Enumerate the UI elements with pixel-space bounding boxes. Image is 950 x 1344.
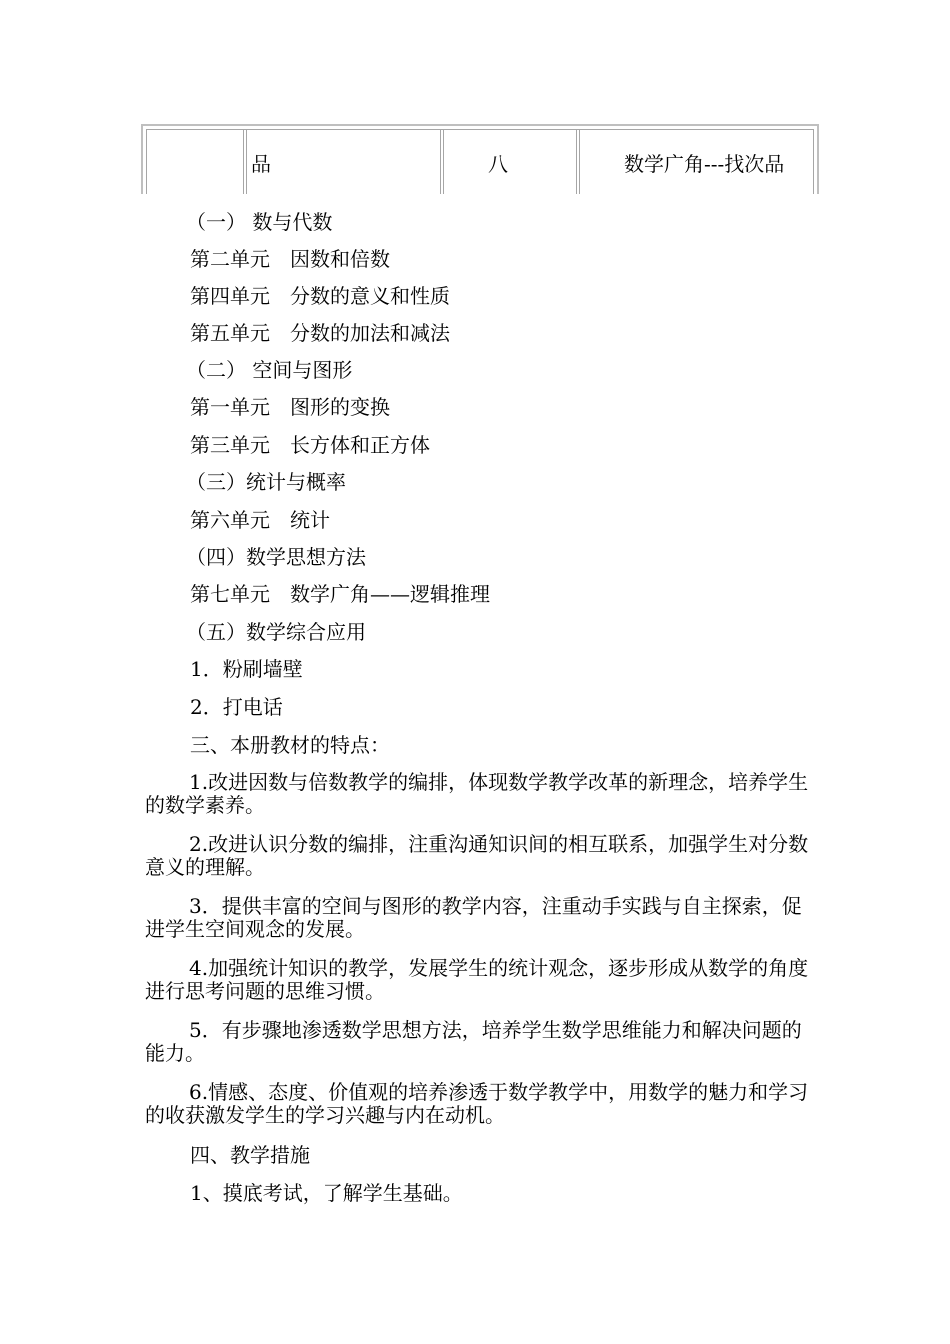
outline-heading: （三）统计与概率	[186, 470, 346, 494]
table-cell	[246, 130, 441, 194]
section-heading: 三、本册教材的特点：	[190, 733, 390, 757]
table-cell	[443, 130, 577, 194]
outline-heading: （五）数学综合应用	[186, 620, 366, 644]
feature-paragraph: 6.情感、态度、价值观的培养渗透于数学教学中，用数学的魅力和学习的收获激发学生的学习兴趣与内在动机。	[145, 1080, 809, 1127]
feature-paragraph: 1.改进因数与倍数教学的编排，体现数学教学改革的新理念，培养学生的数学素养。	[145, 770, 809, 817]
outline-item: 1．粉刷墙壁	[190, 657, 303, 681]
outline-item: 第五单元 分数的加法和减法	[190, 321, 450, 345]
feature-paragraph: 4.加强统计知识的教学，发展学生的统计观念，逐步形成从数学的角度进行思考问题的思维习惯。	[145, 956, 809, 1003]
unit-table-row	[146, 129, 814, 194]
outline-heading: （四）数学思想方法	[186, 545, 366, 569]
outline-item: 第七单元 数学广角——逻辑推理	[190, 582, 490, 606]
feature-paragraph: 2.改进认识分数的编排，注重沟通知识间的相互联系，加强学生对分数意义的理解。	[145, 832, 809, 879]
outline-item: 2．打电话	[190, 695, 283, 719]
outline-item: 第六单元 统计	[190, 508, 330, 532]
measure-item: 1、摸底考试，了解学生基础。	[190, 1181, 463, 1205]
outline-item: 第三单元 长方体和正方体	[190, 433, 430, 457]
feature-paragraph: 3．提供丰富的空间与图形的教学内容，注重动手实践与自主探索，促进学生空间观念的发展。	[145, 894, 802, 941]
outline-heading: （二） 空间与图形	[186, 358, 353, 382]
table-cell	[147, 130, 244, 194]
outline-item: 第二单元 因数和倍数	[190, 247, 390, 271]
section-heading: 四、教学措施	[190, 1143, 310, 1167]
outline-item: 第四单元 分数的意义和性质	[190, 284, 450, 308]
table-cell-text: 数学广角---找次品	[624, 152, 785, 176]
table-cell-text: 品	[251, 152, 271, 176]
outline-heading: （一） 数与代数	[186, 210, 333, 234]
table-cell-text: 八	[488, 152, 508, 176]
table-cell	[579, 130, 813, 194]
outline-item: 第一单元 图形的变换	[190, 395, 390, 419]
unit-table	[141, 124, 819, 194]
feature-paragraph: 5．有步骤地渗透数学思想方法，培养学生数学思维能力和解决问题的能力。	[145, 1018, 802, 1065]
